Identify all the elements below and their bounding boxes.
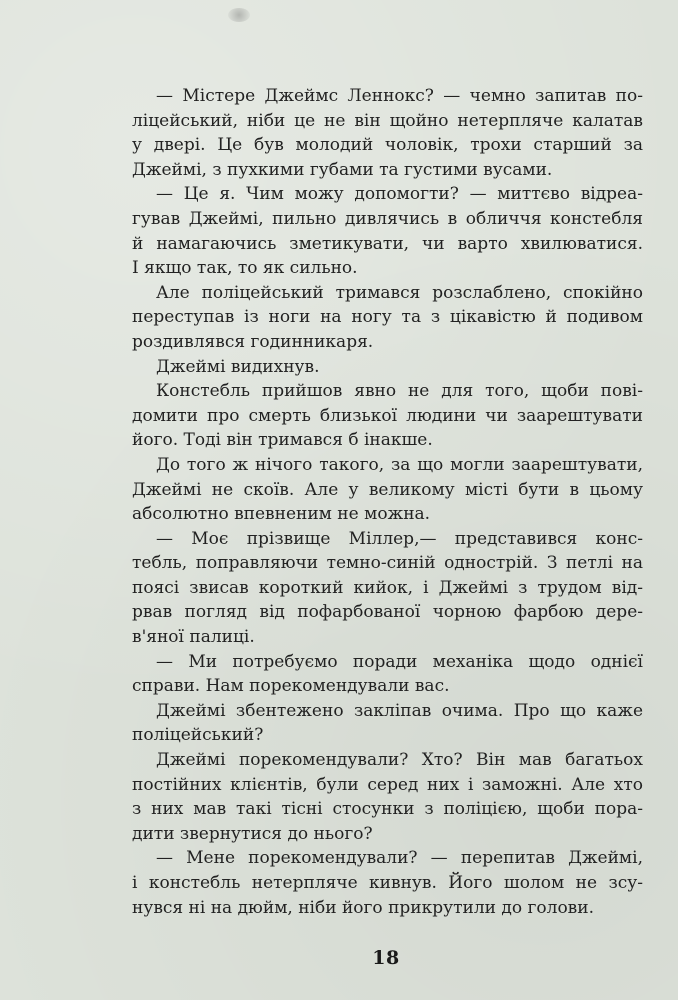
text-line: — Містере Джеймс Леннокс? — чемно запитав по- (156, 86, 643, 106)
page-speck (228, 8, 250, 22)
text-line: — Це я. Чим можу допомогти? — миттєво відреа- (156, 184, 643, 205)
text-line: справи. Нам порекомендували вас. (132, 676, 450, 697)
body-text (132, 84, 643, 920)
text-line: Джеймі збентежено закліпав очима. Про що каже (156, 700, 643, 721)
text-line: і констебль нетерпляче кивнув. Його шолом не зсу- (132, 873, 643, 893)
text-line: гував Джеймі, пильно дивлячись в обличчя констебля (132, 208, 643, 229)
text-line: — Моє прізвище Міллер,— представився конс- (156, 528, 643, 549)
text-line: І якщо так, то як сильно. (132, 258, 358, 279)
text-line: абсолютно впевненим не можна. (132, 504, 431, 525)
text-line: й намагаючись зметикувати, чи варто хвилюватися. (132, 233, 643, 254)
text-line: дити звернутися до нього? (132, 823, 373, 844)
text-line: тебль, поправляючи темно-синій однострій. З петлі на (132, 553, 643, 574)
text-line: До того ж нічого такого, за що могли заарештувати, (156, 454, 643, 475)
text-line: Джеймі, з пухкими губами та густими вусами. (132, 159, 553, 180)
text-line: поліцейський? (132, 725, 264, 746)
text-line: поясі звисав короткий кийок, і Джеймі з трудом від- (132, 577, 643, 598)
text-line: постійних клієнтів, були серед них і заможні. Але хто (132, 774, 643, 795)
page-number: 18 (372, 947, 400, 969)
text-line: нувся ні на дюйм, ніби його прикрутили до голови. (132, 897, 594, 918)
text-line: Джеймі видихнув. (156, 356, 320, 377)
text-line: роздивлявся годинникаря. (132, 331, 374, 352)
text-line: ліцейський, ніби це не він щойно нетерпляче калатав (132, 110, 643, 131)
text-line: Джеймі порекомендували? Хто? Він мав багатьох (156, 750, 643, 771)
text-line: рвав погляд від пофарбованої чорною фарбою дере- (132, 602, 643, 623)
text-line: — Ми потребуємо поради механіка щодо однієї (156, 651, 643, 672)
text-line: у двері. Це був молодий чоловік, трохи старший за (132, 135, 643, 156)
text-line: Констебль прийшов явно не для того, щоби пові- (156, 381, 643, 402)
text-line: переступав із ноги на ногу та з цікавістю й подивом (132, 307, 643, 328)
text-line: його. Тоді він тримався б інакше. (132, 430, 433, 451)
text-line: Але поліцейський тримався розслаблено, спокійно (156, 282, 643, 303)
text-line: домити про смерть близької людини чи заарештувати (132, 405, 643, 426)
text-line: Джеймі не скоїв. Але у великому місті бути в цьому (132, 479, 643, 500)
text-line: з них мав такі тісні стосунки з поліцією, щоби пора- (132, 799, 643, 820)
text-line: — Мене порекомендували? — перепитав Джеймі, (156, 848, 643, 869)
text-line: в'яної палиці. (132, 627, 255, 648)
